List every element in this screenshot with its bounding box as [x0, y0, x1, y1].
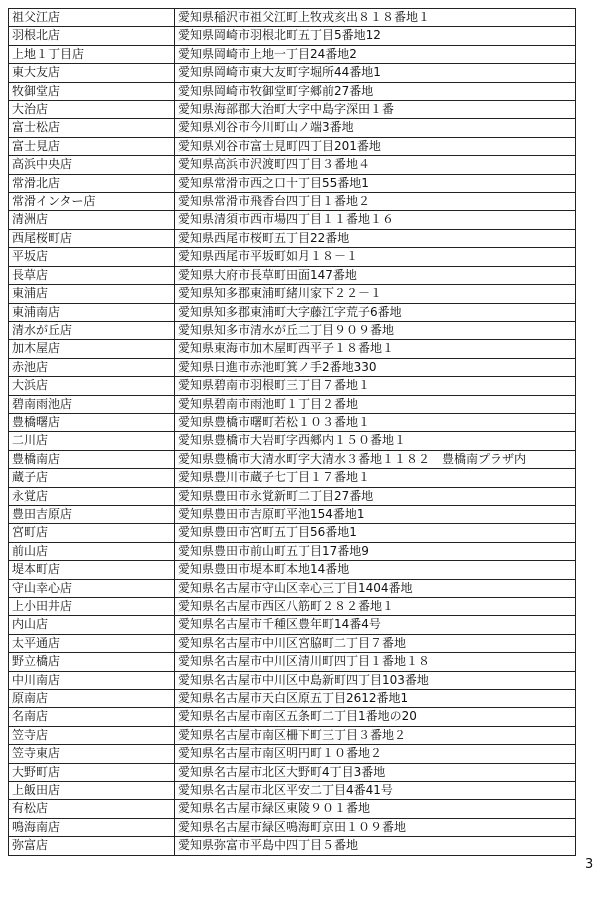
store-name-cell: 東浦店 [9, 285, 175, 303]
table-row [9, 671, 576, 689]
store-address-cell: 愛知県西尾市桜町五丁目22番地 [175, 229, 576, 247]
store-name-cell: 堤本町店 [9, 561, 175, 579]
store-address-cell: 愛知県名古屋市北区大野町4丁目3番地 [175, 763, 576, 781]
store-address-cell: 愛知県豊田市吉原町平池154番地1 [175, 505, 576, 523]
store-name-cell: 牧御堂店 [9, 82, 175, 100]
store-name-cell: 太平通店 [9, 634, 175, 652]
store-address-cell: 愛知県名古屋市中川区宮脇町二丁目７番地 [175, 634, 576, 652]
store-address-cell: 愛知県岡崎市上地一丁目24番地2 [175, 45, 576, 63]
store-name-cell: 加木屋店 [9, 340, 175, 358]
table-row [9, 708, 576, 726]
store-table-body [9, 9, 576, 856]
store-address-cell: 愛知県名古屋市緑区鳴海町京田１０９番地 [175, 818, 576, 836]
table-row [9, 395, 576, 413]
store-address-cell: 愛知県刈谷市今川町山ノ端3番地 [175, 119, 576, 137]
store-name-cell: 高浜中央店 [9, 156, 175, 174]
table-row [9, 303, 576, 321]
table-row [9, 174, 576, 192]
table-row [9, 413, 576, 431]
store-name-cell: 西尾桜町店 [9, 229, 175, 247]
table-row [9, 450, 576, 468]
table-row [9, 782, 576, 800]
store-name-cell: 大野町店 [9, 763, 175, 781]
table-row [9, 27, 576, 45]
store-name-cell: 守山幸心店 [9, 579, 175, 597]
store-name-cell: 笠寺東店 [9, 745, 175, 763]
store-name-cell: 内山店 [9, 616, 175, 634]
store-name-cell: 原南店 [9, 690, 175, 708]
store-address-cell: 愛知県弥富市平島中四丁目５番地 [175, 837, 576, 855]
store-name-cell: 東大友店 [9, 64, 175, 82]
table-row [9, 763, 576, 781]
table-row [9, 119, 576, 137]
store-address-cell: 愛知県日進市赤池町箕ノ手2番地330 [175, 358, 576, 376]
table-row [9, 598, 576, 616]
store-address-cell: 愛知県大府市長草町田面147番地 [175, 266, 576, 284]
store-address-cell: 愛知県名古屋市千種区豊年町14番4号 [175, 616, 576, 634]
store-address-cell: 愛知県名古屋市中川区清川町四丁目１番地１８ [175, 653, 576, 671]
table-row [9, 800, 576, 818]
store-name-cell: 長草店 [9, 266, 175, 284]
store-address-cell: 愛知県碧南市羽根町三丁目７番地１ [175, 377, 576, 395]
store-address-cell: 愛知県岡崎市牧御堂町字郷前27番地 [175, 82, 576, 100]
store-address-cell: 愛知県豊橋市大清水町字大清水３番地１１８２ 豊橋南プラザ内 [175, 450, 576, 468]
store-name-cell: 永覚店 [9, 487, 175, 505]
table-row [9, 285, 576, 303]
table-row [9, 616, 576, 634]
table-row [9, 726, 576, 744]
store-address-cell: 愛知県名古屋市中川区中島新町四丁目103番地 [175, 671, 576, 689]
store-name-cell: 鳴海南店 [9, 818, 175, 836]
store-address-cell: 愛知県常滑市西之口十丁目55番地1 [175, 174, 576, 192]
store-name-cell: 平坂店 [9, 248, 175, 266]
store-address-cell: 愛知県豊川市蔵子七丁目１７番地１ [175, 469, 576, 487]
store-address-cell: 愛知県名古屋市北区平安二丁目4番41号 [175, 782, 576, 800]
table-row [9, 818, 576, 836]
store-name-cell: 清洲店 [9, 211, 175, 229]
store-address-cell: 愛知県豊橋市大岩町字西郷内１５０番地１ [175, 432, 576, 450]
store-address-cell: 愛知県名古屋市西区八筋町２８２番地１ [175, 598, 576, 616]
table-row [9, 634, 576, 652]
store-address-cell: 愛知県名古屋市南区明円町１０番地２ [175, 745, 576, 763]
store-name-cell: 名南店 [9, 708, 175, 726]
store-name-cell: 富士松店 [9, 119, 175, 137]
store-name-cell: 中川南店 [9, 671, 175, 689]
store-address-cell: 愛知県岡崎市東大友町字堀所44番地1 [175, 64, 576, 82]
store-name-cell: 常滑北店 [9, 174, 175, 192]
store-name-cell: 弥富店 [9, 837, 175, 855]
store-name-cell: 豊橋南店 [9, 450, 175, 468]
store-address-cell: 愛知県豊橋市曙町若松１０３番地１ [175, 413, 576, 431]
store-name-cell: 前山店 [9, 542, 175, 560]
store-name-cell: 上地１丁目店 [9, 45, 175, 63]
table-row [9, 653, 576, 671]
store-name-cell: 有松店 [9, 800, 175, 818]
store-address-cell: 愛知県豊田市宮町五丁目56番地1 [175, 524, 576, 542]
store-name-cell: 碧南雨池店 [9, 395, 175, 413]
store-address-cell: 愛知県名古屋市南区五条町二丁目1番地の20 [175, 708, 576, 726]
store-name-cell: 赤池店 [9, 358, 175, 376]
table-row [9, 64, 576, 82]
store-name-cell: 野立橋店 [9, 653, 175, 671]
store-name-cell: 常滑インター店 [9, 193, 175, 211]
store-name-cell: 二川店 [9, 432, 175, 450]
table-row [9, 229, 576, 247]
store-address-cell: 愛知県知多郡東浦町緒川家下２２－１ [175, 285, 576, 303]
table-row [9, 561, 576, 579]
store-name-cell: 豊橋曙店 [9, 413, 175, 431]
page-number: 3 [585, 857, 594, 872]
store-name-cell: 大治店 [9, 101, 175, 119]
table-row [9, 101, 576, 119]
store-address-cell: 愛知県西尾市平坂町如月１８－１ [175, 248, 576, 266]
table-row [9, 837, 576, 855]
table-row [9, 745, 576, 763]
store-address-cell: 愛知県岡崎市羽根北町五丁目5番地12 [175, 27, 576, 45]
table-row [9, 193, 576, 211]
store-name-cell: 清水が丘店 [9, 321, 175, 339]
table-row [9, 321, 576, 339]
table-row [9, 358, 576, 376]
store-address-cell: 愛知県知多市清水が丘二丁目９０９番地 [175, 321, 576, 339]
store-address-cell: 愛知県刈谷市富士見町四丁目201番地 [175, 137, 576, 155]
table-row [9, 432, 576, 450]
store-name-cell: 豊田吉原店 [9, 505, 175, 523]
store-address-cell: 愛知県豊田市永覚新町二丁目27番地 [175, 487, 576, 505]
table-row [9, 156, 576, 174]
store-address-cell: 愛知県名古屋市守山区幸心三丁目1404番地 [175, 579, 576, 597]
table-row [9, 377, 576, 395]
store-name-cell: 宮町店 [9, 524, 175, 542]
store-table [8, 8, 576, 856]
table-row [9, 542, 576, 560]
table-row [9, 469, 576, 487]
store-name-cell: 笠寺店 [9, 726, 175, 744]
store-address-cell: 愛知県東海市加木屋町西平子１８番地１ [175, 340, 576, 358]
store-address-cell: 愛知県海部郡大治町大字中島字深田１番 [175, 101, 576, 119]
table-row [9, 690, 576, 708]
store-address-cell: 愛知県豊田市前山町五丁目17番地9 [175, 542, 576, 560]
store-address-cell: 愛知県名古屋市南区柵下町三丁目３番地２ [175, 726, 576, 744]
table-row [9, 82, 576, 100]
store-name-cell: 蔵子店 [9, 469, 175, 487]
store-address-cell: 愛知県稲沢市祖父江町上牧戎亥出８１８番地１ [175, 9, 576, 27]
store-address-cell: 愛知県豊田市堤本町本地14番地 [175, 561, 576, 579]
table-row [9, 487, 576, 505]
table-row [9, 137, 576, 155]
store-address-cell: 愛知県高浜市沢渡町四丁目３番地４ [175, 156, 576, 174]
table-row [9, 340, 576, 358]
table-row [9, 266, 576, 284]
table-row [9, 211, 576, 229]
store-address-cell: 愛知県名古屋市天白区原五丁目2612番地1 [175, 690, 576, 708]
store-name-cell: 祖父江店 [9, 9, 175, 27]
store-address-cell: 愛知県名古屋市緑区東陵９０１番地 [175, 800, 576, 818]
table-row [9, 9, 576, 27]
store-address-cell: 愛知県常滑市飛香台四丁目１番地２ [175, 193, 576, 211]
store-name-cell: 上飯田店 [9, 782, 175, 800]
table-row [9, 45, 576, 63]
store-address-cell: 愛知県知多郡東浦町大字藤江字荒子6番地 [175, 303, 576, 321]
store-address-cell: 愛知県碧南市雨池町１丁目２番地 [175, 395, 576, 413]
table-row [9, 524, 576, 542]
store-name-cell: 富士見店 [9, 137, 175, 155]
store-name-cell: 上小田井店 [9, 598, 175, 616]
store-name-cell: 大浜店 [9, 377, 175, 395]
store-name-cell: 東浦南店 [9, 303, 175, 321]
table-row [9, 579, 576, 597]
table-row [9, 505, 576, 523]
store-address-cell: 愛知県清須市西市場四丁目１１番地１６ [175, 211, 576, 229]
store-name-cell: 羽根北店 [9, 27, 175, 45]
table-row [9, 248, 576, 266]
